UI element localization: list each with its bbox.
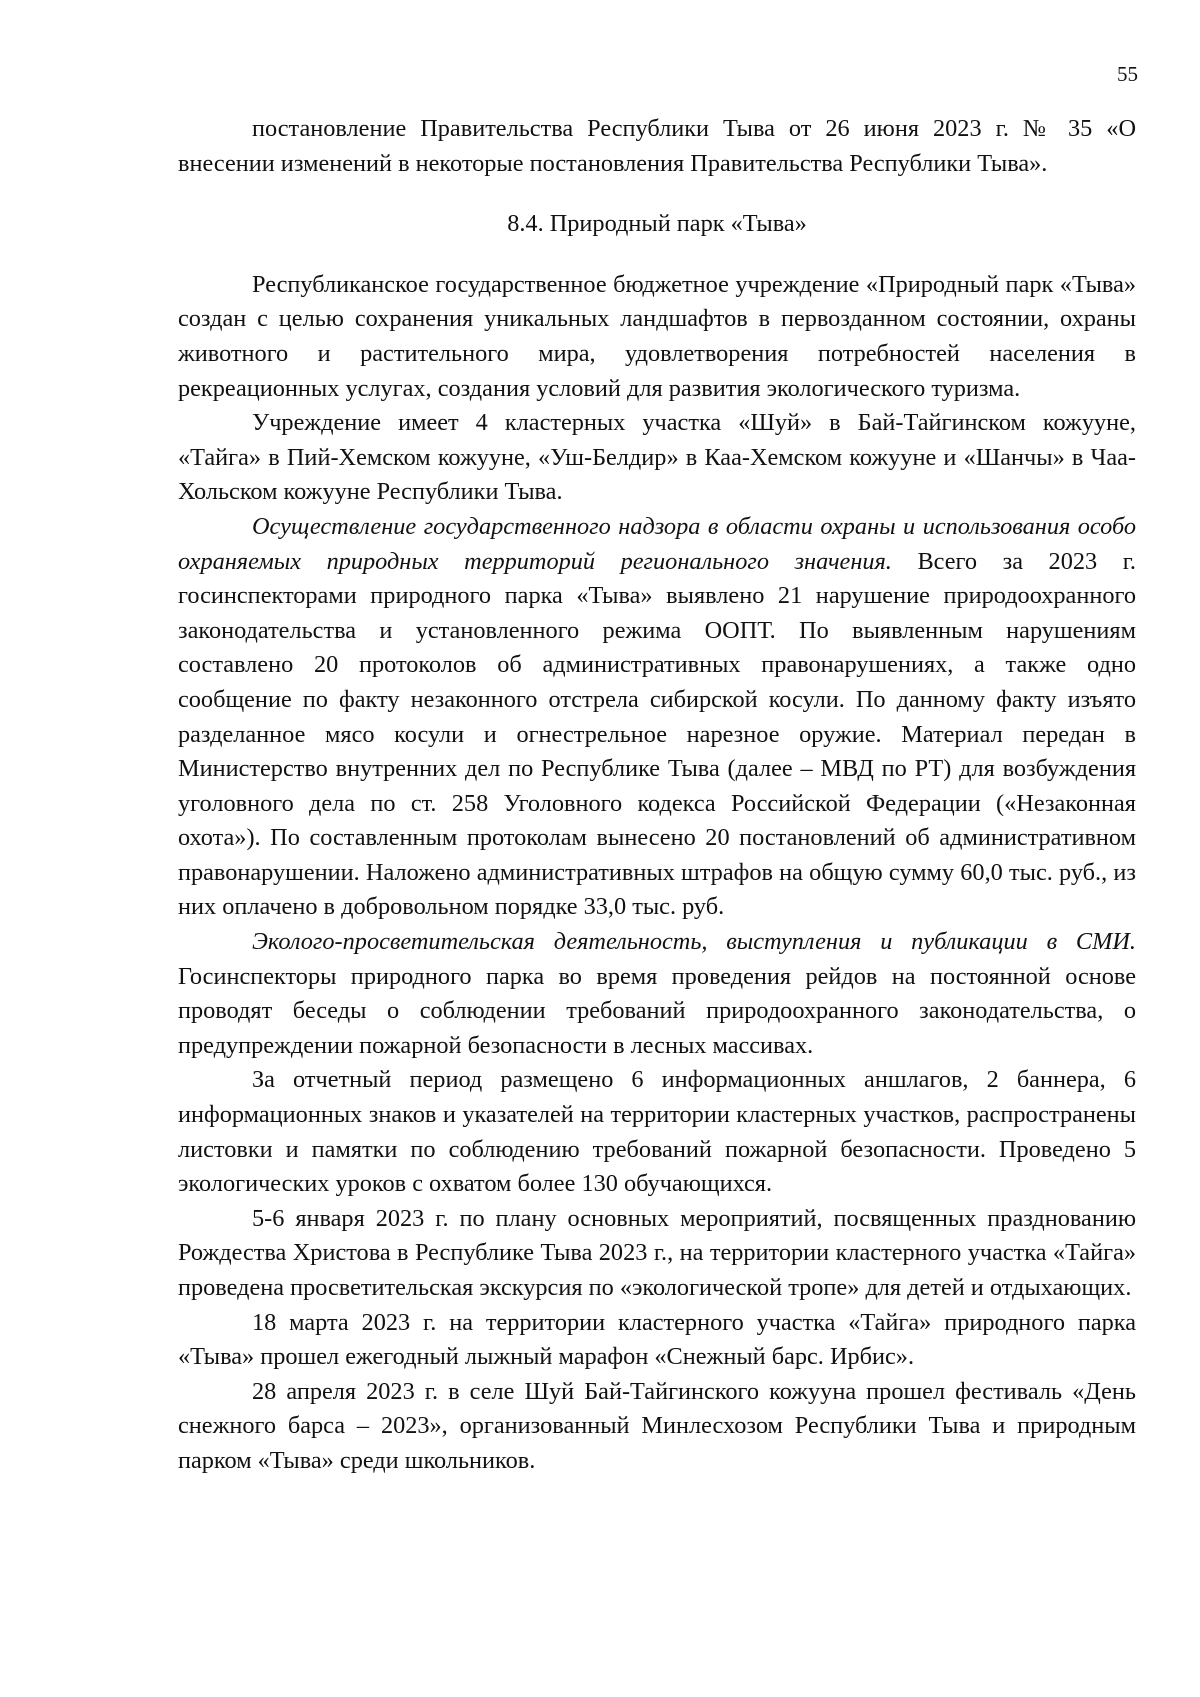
education-lead: Эколого-просветительская деятельность, выступления и публикации в СМИ.: [252, 928, 1136, 956]
section-heading: 8.4. Природный парк «Тыва»: [507, 210, 807, 238]
paragraph-park-purpose: Республиканское государственное бюджетное учреждение «Природный парк «Тыва» создан с целью сохранения уникальных ландшафтов в первозданном состоянии, охраны животного и растительного мира, удовлетворения потребностей населения в рекреационных услугах, создания условий для развития экологического туризма.: [178, 270, 1136, 402]
paragraph-education: [178, 925, 1136, 1063]
paragraph-cluster-sites: Учреждение имеет 4 кластерных участка «Шуй» в Бай-Тайгинском кожууне, «Тайга» в Пий-Хемском кожууне, «Уш-Белдир» в Каа-Хемском кожууне и «Шанчы» в Чаа-Хольском кожууне Республики Тыва.: [178, 409, 1136, 506]
paragraph-supervision: [178, 510, 1136, 925]
paragraph-march-marathon: 18 марта 2023 г. на территории кластерного участка «Тайга» природного парка «Тыва» прошел ежегодный лыжный марафон «Снежный барс. Ирбис».: [178, 1308, 1136, 1371]
paragraph-april-festival: 28 апреля 2023 г. в селе Шуй Бай-Тайгинского кожууна прошел фестиваль «День снежного барса – 2023», организованный Минлесхозом Республики Тыва и природным парком «Тыва» среди школьников.: [178, 1377, 1136, 1474]
intro-paragraph: постановление Правительства Республики Тыва от 26 июня 2023 г. № 35 «О внесении изменений в некоторые постановления Правительства Республики Тыва».: [178, 115, 1136, 177]
education-body: Госинспекторы природного парка во время проведения рейдов на постоянной основе проводят беседы о соблюдении требований природоохранного законодательства, о предупреждении пожарной безопасности в лесных массивах.: [178, 962, 1136, 1059]
page-number: 55: [1117, 62, 1138, 86]
supervision-body: Всего за 2023 г. госинспекторами природного парка «Тыва» выявлено 21 нарушение природоохранного законодательства и установленного режима ООПТ. По выявленным нарушениям составлено 20 протоколов об административных правонарушениях, а также одно сообщение по факту незаконного отстрела сибирской косули. По данному факту изъято разделанное мясо косули и огнестрельное нарезное оружие. Материал передан в Министерство внутренних дел по Республике Тыва (далее – МВД по РТ) для возбуждения уголовного дела по ст. 258 Уголовного кодекса Российской Федерации («Незаконная охота»). По составленным протоколам вынесено 20 постановлений об административном правонарушении. Наложено административных штрафов на общую сумму 60,0 тыс. руб., из них оплачено в добровольном порядке 33,0 тыс. руб.: [178, 547, 1136, 921]
paragraph-signage: За отчетный период размещено 6 информационных аншлагов, 2 баннера, 6 информационных знаков и указателей на территории кластерных участков, распространены листовки и памятки по соблюдению требований пожарной безопасности. Проведено 5 экологических уроков с охватом более 130 обучающихся.: [178, 1066, 1136, 1198]
supervision-lead: Осуществление государственного надзора в области охраны и использования особо охраняемых природных территорий регионального значения.: [178, 512, 1136, 575]
paragraph-january-excursion: 5-6 января 2023 г. по плану основных мероприятий, посвященных празднованию Рождества Христова в Республике Тыва 2023 г., на территории кластерного участка «Тайга» проведена просветительская экскурсия по «экологической тропе» для детей и отдыхающих.: [178, 1204, 1136, 1301]
document-body: [178, 112, 1136, 1479]
